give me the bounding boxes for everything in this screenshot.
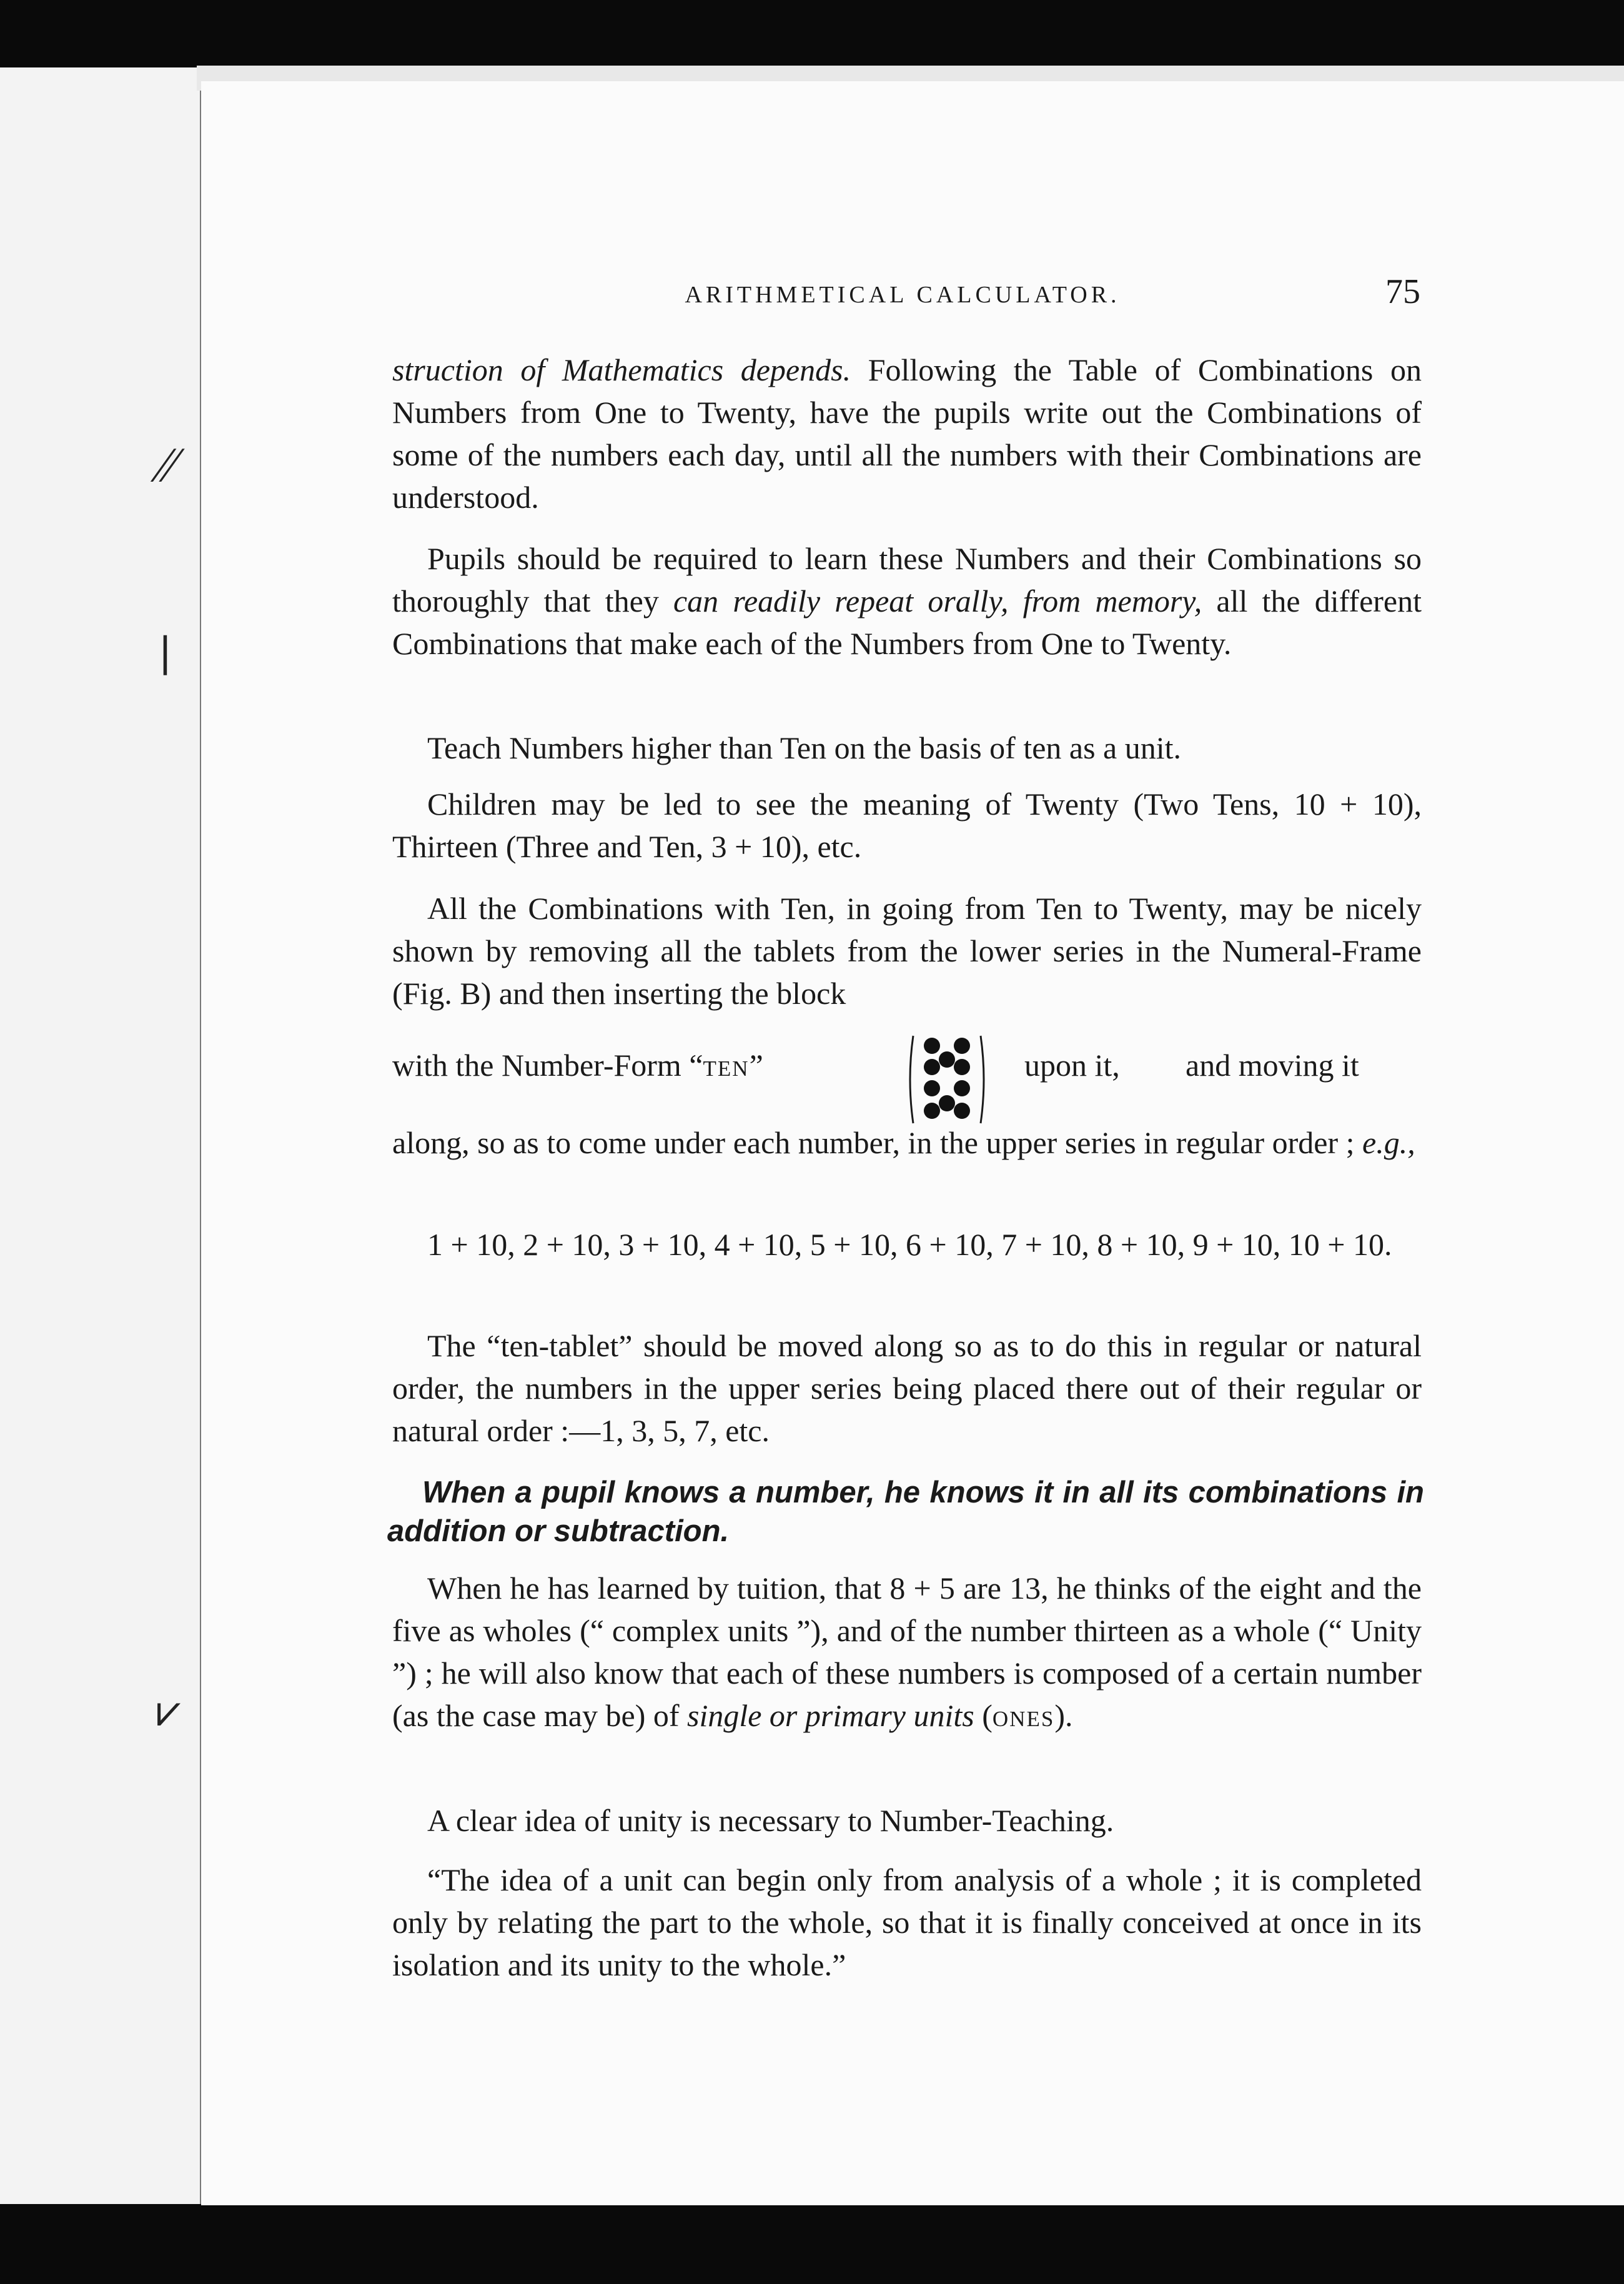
paragraph-1 [392, 349, 1422, 519]
facing-page-edge [0, 67, 202, 2204]
combination-list: 1 + 10, 2 + 10, 3 + 10, 4 + 10, 5 + 10, 6 + 10, 7 + 10, 8 + 10, 9 + 10, 10 + 10. [427, 1227, 1392, 1262]
paragraph-7-text: along, so as to come under each number, in the upper series in regular order ; [392, 1125, 1363, 1160]
paragraph-10-text-b: ( [974, 1698, 993, 1733]
paragraph-10-smallcaps: ones [992, 1698, 1055, 1733]
paragraph-7-italic: e.g., [1362, 1125, 1415, 1160]
paragraph-9: The “ten-tablet” should be moved along so as to do this in regular or natural order, the numbers in the upper series being placed there out of their regular or natural order :—1, 3, 5, 7, etc. [392, 1328, 1422, 1448]
ten-line-text [392, 1047, 763, 1083]
ten-line-moving: and moving it [1186, 1048, 1359, 1083]
paragraph-4: Children may be led to see the meaning of Twenty (Two Tens, 10 + 10), Thirteen (Three and Ten, 3 + 10), etc. [392, 787, 1422, 864]
running-head: ARITHMETICAL CALCULATOR. [685, 282, 1121, 308]
paragraph-2-italic: can readily repeat orally, from memory, [673, 583, 1202, 618]
ten-line-smallcaps: ten [703, 1048, 750, 1083]
bold-statement: When a pupil knows a number, he knows it in all its combinations in addition or subtraction. [387, 1476, 1424, 1548]
ten-line-upon: upon it, [1024, 1048, 1120, 1083]
paragraph-2-text-b: all the different Combinations that make each of the Numbers from One to Twenty. [392, 583, 1422, 661]
paragraph-7 [392, 1121, 1422, 1164]
ten-line-text-a: with the Number-Form “ [392, 1048, 703, 1083]
margin-pencil-mark: ⎸ [164, 632, 204, 676]
margin-pencil-mark: ⩗ [156, 1687, 181, 1735]
paragraph-10-text-a: When he has learned by tuition, that 8 + 5 are 13, he thinks of the eight and the five as wholes (“ complex units ”), and of the number thirteen as a whole (“ Unity ”) ; he will also know that each of these numbers is composed of a certain number (as the case may be) of [392, 1571, 1422, 1733]
paragraph-5: All the Combinations with Ten, in going from Ten to Twenty, may be nicely shown by removing all the tablets from the lower series in the Numeral-Frame (Fig. B) and then inserting the block [392, 891, 1422, 1011]
quotation: “The idea of a unit can begin only from analysis of a whole ; it is completed only by relating the part to the whole, so that it is finally conceived at once in its isolation and its unity to the whole.” [392, 1862, 1422, 1982]
ten-dot-block-icon [904, 1030, 989, 1130]
paragraph-3: Teach Numbers higher than Ten on the basis of ten as a unit. [427, 730, 1182, 765]
paragraph-2 [392, 537, 1422, 665]
paragraph-10-italic: single or primary units [687, 1698, 974, 1733]
ten-block-line [392, 1043, 1422, 1112]
paragraph-1-italic: struction of Mathematics depends. [392, 352, 851, 387]
paragraph-11: A clear idea of unity is necessary to Number-Teaching. [427, 1803, 1114, 1838]
paragraph-10 [392, 1567, 1422, 1737]
paragraph-10-text-c: ). [1054, 1698, 1073, 1733]
margin-pencil-mark: ⁄⁄ [159, 438, 176, 493]
page-number: 75 [1385, 272, 1420, 311]
paragraph-1-text: Following the Table of Combinations on Numbers from One to Twenty, have the pupils write out the Combinations of some of the numbers each day, until all the numbers with their Combinations are understood. [392, 352, 1422, 515]
ten-line-text-b: ” [749, 1048, 763, 1083]
paragraph-2-text-a: Pupils should be required to learn these Numbers and their Combinations so thoroughly that they [392, 541, 1422, 618]
